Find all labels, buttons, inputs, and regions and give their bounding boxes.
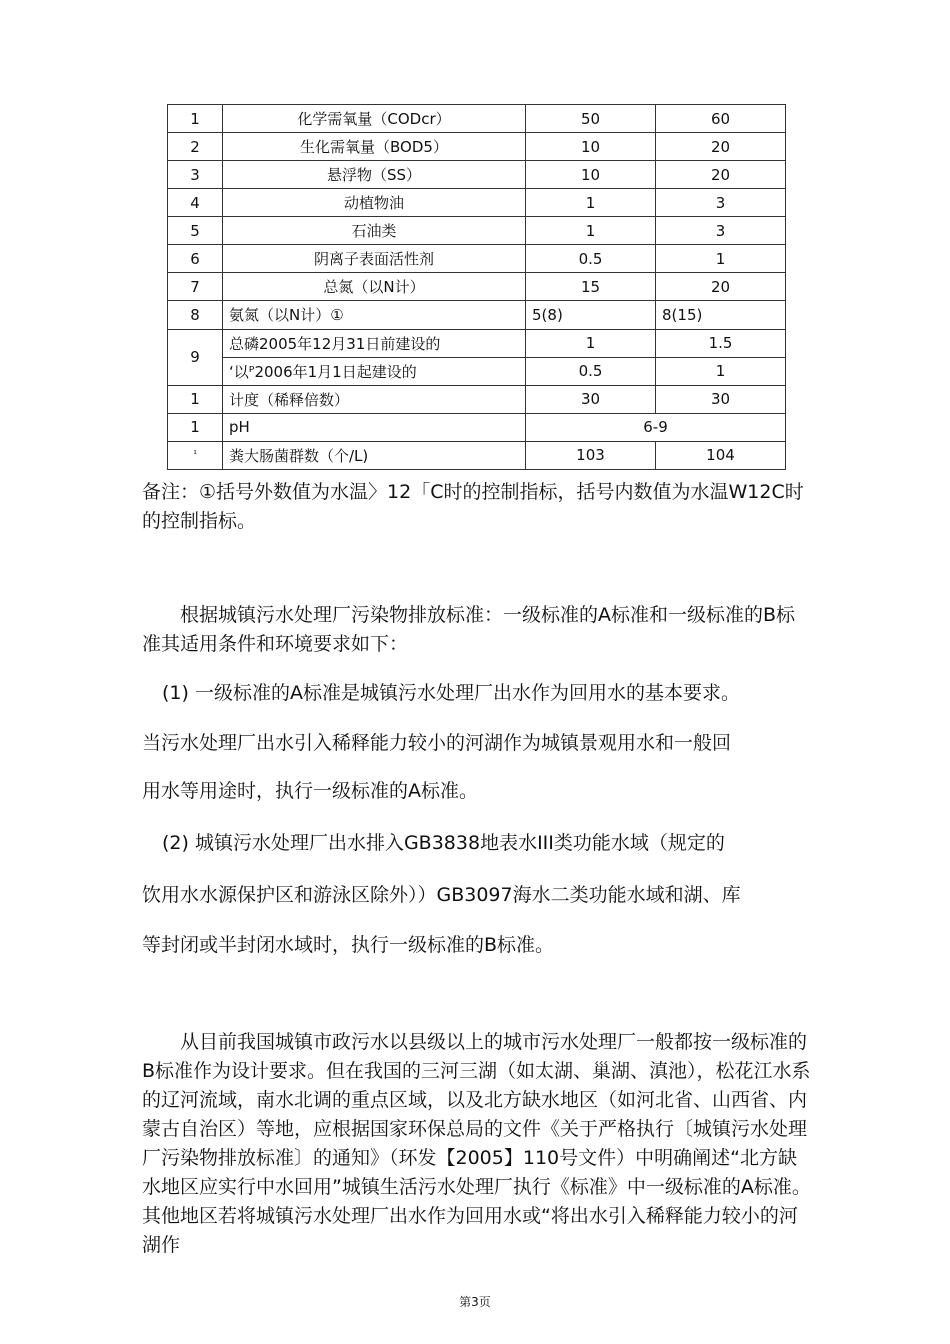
row-number: 1 — [168, 105, 223, 133]
pollutant-name: 粪大肠菌群数（个/L) — [223, 441, 526, 469]
row-number: 8 — [168, 301, 223, 329]
table-row — [168, 133, 786, 161]
table-row — [168, 189, 786, 217]
grade-b-value: 60 — [656, 105, 786, 133]
grade-b-value: 8(15) — [656, 301, 786, 329]
grade-b-value: 3 — [656, 217, 786, 245]
grade-a-value: 103 — [526, 441, 656, 469]
pollutant-name: 悬浮物（SS） — [223, 161, 526, 189]
row-number: 3 — [168, 161, 223, 189]
grade-b-value: 3 — [656, 189, 786, 217]
pollutant-name: 计度（稀释倍数） — [223, 385, 526, 413]
table-row — [168, 301, 786, 329]
pollutant-name: ‘以ᴾ2006年1月1日起建设的 — [223, 357, 526, 385]
pollutant-name: 总氮（以N计） — [223, 273, 526, 301]
discharge-standard-table — [167, 104, 786, 470]
grade-a-value: 1 — [526, 217, 656, 245]
grade-b-value: 1.5 — [656, 329, 786, 357]
grade-a-value: 1 — [526, 189, 656, 217]
page-number: 第3页 — [459, 1295, 491, 1309]
item-1-line-1: (1) 一级标准的A标准是城镇污水处理厂出水作为回用水的基本要求。 — [162, 682, 740, 704]
table-row — [168, 161, 786, 189]
table-row — [168, 385, 786, 413]
paragraph-standards-intro: 根据城镇污水处理厂污染物排放标准：一级标准的A标准和一级标准的B标准其适用条件和环境要求如下： — [142, 604, 796, 655]
grade-a-value: 30 — [526, 385, 656, 413]
table-row — [168, 357, 786, 385]
grade-b-value: 30 — [656, 385, 786, 413]
table-row — [168, 329, 786, 357]
grade-a-value: 5(8) — [526, 301, 656, 329]
table-row — [168, 441, 786, 469]
row-number: 7 — [168, 273, 223, 301]
merged-value: 6-9 — [526, 413, 786, 441]
pollutant-name: pH — [223, 413, 526, 441]
grade-b-value: 1 — [656, 245, 786, 273]
grade-a-value: 1 — [526, 329, 656, 357]
item-1-line-3: 用水等用途时，执行一级标准的A标准。 — [142, 780, 478, 802]
pollutant-name: 化学需氧量（CODcr） — [223, 105, 526, 133]
row-number: 4 — [168, 189, 223, 217]
paragraph-current-status: 从目前我国城镇市政污水以县级以上的城市污水处理厂一般都按一级标准的B标准作为设计要求。但在我国的三河三湖（如太湖、巢湖、滇池），松花江水系的辽河流域，南水北调的重点区域，以及北方缺水地区（如河北省、山西省、内蒙古自治区）等地，应根据国家环保总局的文件《关于严格执行〔城镇污水处理厂污染物排放标准〕的通知》（环发【2005】110号文件）中明确阐述“北方缺水地区应实行中水回用”城镇生活污水处理厂执行《标准》中一级标准的A标准。其他地区若将城镇污水处理厂出水作为回用水或“将出水引入稀释能力较小的河湖作 — [142, 1031, 811, 1256]
row-number: 2 — [168, 133, 223, 161]
table-row — [168, 413, 786, 441]
row-number: ¹ — [168, 441, 223, 469]
table-note: 备注：①括号外数值为水温〉12「C时的控制指标，括号内数值为水温W12C时的控制指标。 — [142, 481, 804, 532]
row-number: 5 — [168, 217, 223, 245]
grade-a-value: 10 — [526, 161, 656, 189]
item-2-line-1: (2) 城镇污水处理厂出水排入GB3838地表水III类功能水域（规定的 — [162, 832, 725, 854]
item-2-line-3: 等封闭或半封闭水域时，执行一级标准的B标准。 — [142, 934, 555, 956]
pollutant-name: 总磷2005年12月31日前建设的 — [223, 329, 526, 357]
grade-a-value: 50 — [526, 105, 656, 133]
row-number: 6 — [168, 245, 223, 273]
pollutant-name: 阴离子表面活性剂 — [223, 245, 526, 273]
pollutant-name: 生化需氧量（BOD5） — [223, 133, 526, 161]
grade-b-value: 20 — [656, 133, 786, 161]
row-number: 1 — [168, 413, 223, 441]
grade-b-value: 1 — [656, 357, 786, 385]
grade-a-value: 15 — [526, 273, 656, 301]
row-number: 1 — [168, 385, 223, 413]
table-row — [168, 217, 786, 245]
grade-a-value: 10 — [526, 133, 656, 161]
pollutant-name: 动植物油 — [223, 189, 526, 217]
grade-b-value: 104 — [656, 441, 786, 469]
row-number: 9 — [168, 329, 223, 385]
grade-a-value: 0.5 — [526, 245, 656, 273]
grade-b-value: 20 — [656, 161, 786, 189]
item-2-line-2: 饮用水水源保护区和游泳区除外））GB3097海水二类功能水域和湖、库 — [142, 884, 741, 906]
grade-a-value: 0.5 — [526, 357, 656, 385]
pollutant-name: 氨氮（以N计）① — [223, 301, 526, 329]
table-row — [168, 273, 786, 301]
table-row — [168, 105, 786, 133]
grade-b-value: 20 — [656, 273, 786, 301]
table-row — [168, 245, 786, 273]
item-1-line-2: 当污水处理厂出水引入稀释能力较小的河湖作为城镇景观用水和一般回 — [142, 732, 732, 754]
pollutant-name: 石油类 — [223, 217, 526, 245]
